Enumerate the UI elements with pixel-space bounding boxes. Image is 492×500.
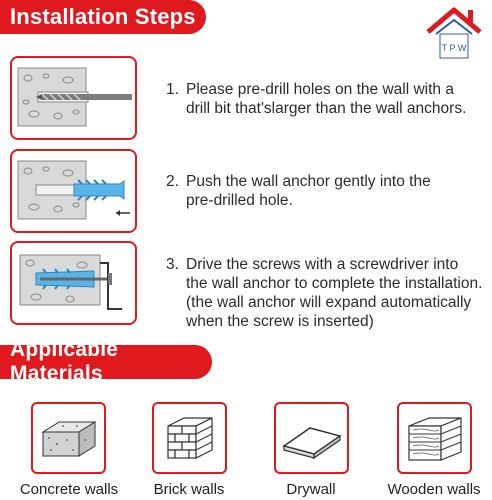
material-card-brick (152, 402, 227, 474)
house-logo-icon (424, 4, 484, 62)
anchor-insert-icon (12, 151, 135, 231)
screw-anchor-icon (12, 243, 135, 323)
step-2-text (166, 172, 488, 210)
drywall-panel-icon (276, 404, 347, 472)
step-2-number: 2. (166, 173, 179, 190)
step-3-line-3: (the wall anchor will expand automatically (186, 294, 472, 311)
step-1-line-1: Please pre-drill holes on the wall with a (186, 81, 454, 98)
drill-bit-wall-icon (12, 58, 135, 138)
wood-planks-icon (399, 404, 470, 472)
installation-steps-banner (0, 0, 206, 34)
material-card-wooden (397, 402, 472, 474)
material-card-concrete (31, 402, 106, 474)
step-3-illustration (10, 241, 137, 325)
step-3-line-1: Drive the screws with a screwdriver into (186, 256, 459, 273)
material-label-wooden: Wooden walls (387, 481, 481, 498)
step-3-text (166, 255, 488, 331)
step-1-illustration (10, 56, 137, 140)
material-label-concrete: Concrete walls (19, 481, 119, 498)
step-2-line-1: Push the wall anchor gently into the (186, 173, 431, 190)
concrete-block-icon (33, 404, 104, 472)
tpw-logo (424, 4, 484, 62)
brick-wall-icon (154, 404, 225, 472)
logo-text: T P W (441, 43, 467, 53)
material-label-brick: Brick walls (153, 481, 225, 498)
applicable-materials-banner (0, 338, 212, 385)
step-3-line-4: when the screw is inserted) (186, 313, 374, 330)
step-2-illustration (10, 149, 137, 233)
step-2-line-2: pre-drilled hole. (186, 192, 293, 209)
step-3-line-2: the wall anchor to complete the installation. (186, 275, 483, 292)
applicable-materials-title: Applicable Materials (10, 338, 119, 385)
step-1-text (166, 80, 488, 118)
step-1-number: 1. (166, 81, 179, 98)
step-3-number: 3. (166, 256, 179, 273)
step-1-line-2: drill bit that'slarger than the wall anchors. (186, 100, 467, 117)
material-card-drywall (274, 402, 349, 474)
installation-steps-title: Installation Steps (10, 4, 196, 29)
material-label-drywall: Drywall (286, 481, 336, 498)
